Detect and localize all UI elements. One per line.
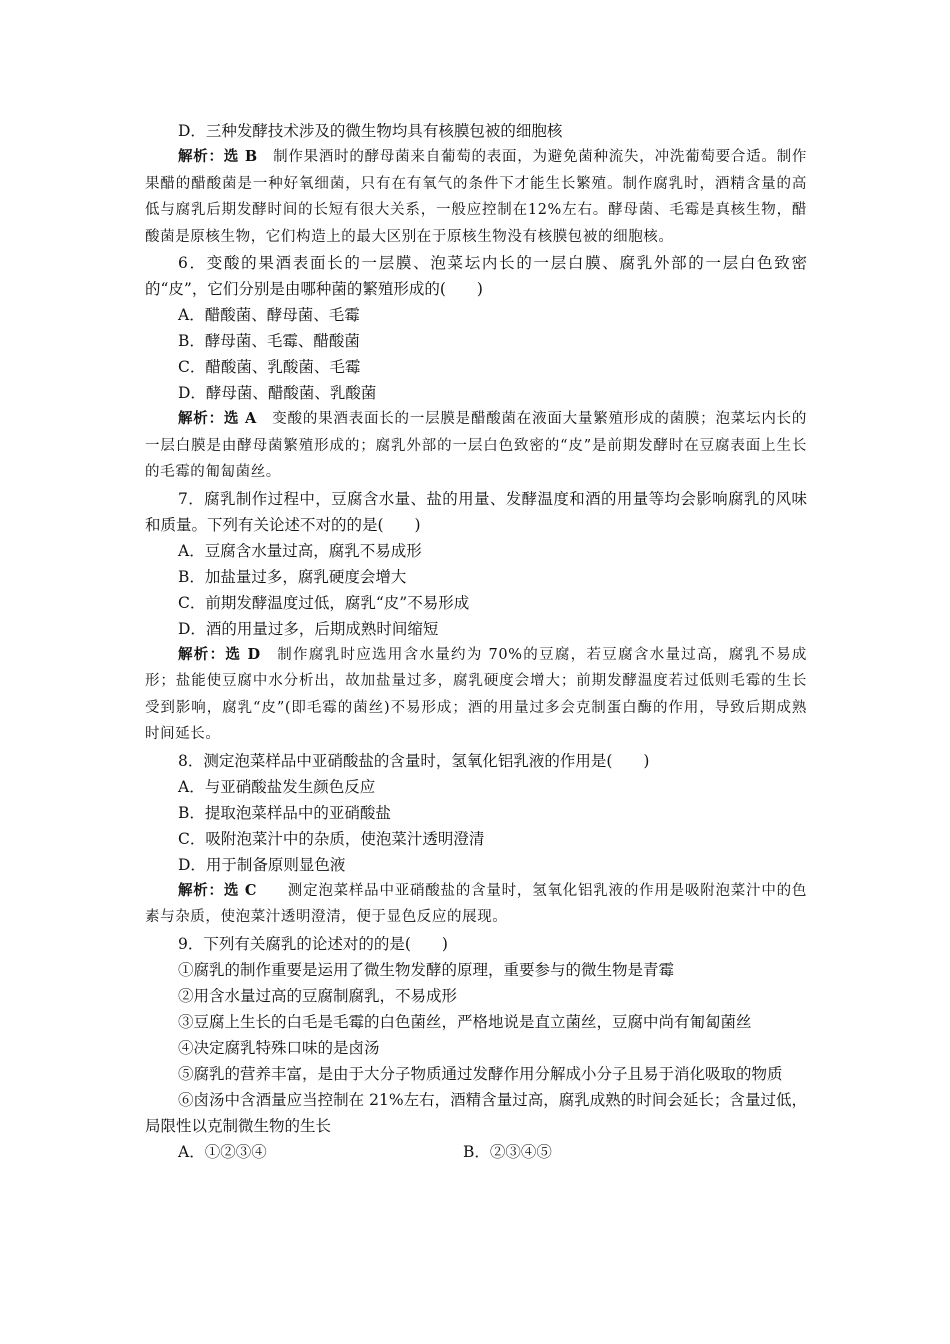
q7-option-c: C．前期发酵温度过低，腐乳“皮”不易形成 (178, 593, 470, 612)
q6-option-a: A．醋酸菌、酵母菌、毛霉 (178, 306, 360, 324)
q5-analysis-label: 解析：选 B (178, 148, 258, 165)
q9-stem: 9．下列有关腐乳的论述对的的是( ) (178, 934, 448, 953)
q9-option-a: A．①②③④ (178, 1142, 267, 1161)
q8-analysis-text: 测定泡菜样品中亚硝酸盐的含量时，氢氧化铝乳液的作用是吸附泡菜汁中的色素与杂质，使泡菜汁透明澄清，便于显色反应的展现。 (145, 882, 807, 925)
q6-option-c: C．醋酸菌、乳酸菌、毛霉 (178, 358, 361, 376)
q8-analysis (145, 878, 807, 931)
q6-stem: 6．变酸的果酒表面长的一层膜、泡菜坛内长的一层白膜、腐乳外部的一层白色致密的“皮”，它们分别是由哪种菌的繁殖形成的( ) (145, 254, 807, 298)
q8-option-d: D．用于制备原则显色液 (178, 855, 346, 874)
q5-option-d: D．三种发酵技术涉及的微生物均具有核膜包被的细胞核 (178, 122, 563, 140)
q9-statement-1: ①腐乳的制作重要是运用了微生物发酵的原理，重要参与的微生物是青霉 (178, 960, 675, 979)
q7-option-d: D．酒的用量过多，后期成熟时间缩短 (178, 619, 439, 638)
q9-option-b: B．②③④⑤ (463, 1142, 552, 1161)
q9-statement-4: ④决定腐乳特殊口味的是卤汤 (178, 1038, 380, 1057)
q5-analysis-text: 制作果酒时的酵母菌来自葡萄的表面，为避免菌种流失，冲洗葡萄要合适。制作果醋的醋酸菌是一种好氧细菌，只有在有氧气的条件下才能生长繁殖。制作腐乳时，酒精含量的高低与腐乳后期发酵时间的长短有很大关系，一般应控制在12%左右。酵母菌、毛霉是真核生物，醋酸菌是原核生物，它们构造上的最大区别在于原核生物没有核膜包被的细胞核。 (145, 149, 807, 245)
q7-analysis-text: 制作腐乳时应选用含水量约为 70%的豆腐，若豆腐含水量过高，腐乳不易成形；盐能使豆腐中水分析出，故加盐量过多，腐乳硬度会增大；前期发酵温度若过低则毛霉的生长受到影响，腐乳“皮”(即毛霉的菌丝)不易形成；酒的用量过多会克制蛋白酶的作用，导致后期成熟时间延长。 (145, 646, 807, 742)
q6-option-b: B．酵母菌、毛霉、醋酸菌 (178, 332, 360, 350)
q8-option-a: A．与亚硝酸盐发生颜色反应 (178, 777, 376, 796)
document-page (145, 118, 807, 1165)
q8-option-b: B．提取泡菜样品中的亚硝酸盐 (178, 803, 391, 822)
q9-statement-2: ②用含水量过高的豆腐制腐乳，不易成形 (178, 986, 458, 1005)
q7-stem: 7．腐乳制作过程中，豆腐含水量、盐的用量、发酵温度和酒的用量等均会影响腐乳的风味和质量。下列有关论述不对的的是( ) (145, 489, 807, 534)
q5-analysis (145, 144, 807, 250)
q9-statement-6: ⑥卤汤中含酒量应当控制在 21%左右，酒精含量过高，腐乳成熟的时间会延长；含量过低，局限性以克制微生物的生长 (145, 1090, 807, 1135)
q7-analysis-label: 解析：选 D (178, 645, 261, 663)
q6-option-d: D．酵母菌、醋酸菌、乳酸菌 (178, 384, 377, 402)
q8-stem: 8．测定泡菜样品中亚硝酸盐的含量时，氢氧化铝乳液的作用是( ) (178, 751, 650, 770)
q6-analysis-text: 变酸的果酒表面长的一层膜是醋酸菌在液面大量繁殖形成的菌膜；泡菜坛内长的一层白膜是由酵母菌繁殖形成的；腐乳外部的一层白色致密的“皮”是前期发酵时在豆腐表面上生长的毛霉的匍匐菌丝。 (145, 411, 807, 480)
q9-statement-5: ⑤腐乳的营养丰富，是由于大分子物质通过发酵作用分解成小分子且易于消化吸取的物质 (178, 1064, 783, 1083)
q9-options-row (145, 1139, 807, 1165)
q8-analysis-label: 解析：选 C (178, 881, 258, 899)
q6-analysis-label: 解析：选 A (178, 410, 257, 427)
q6-analysis (145, 406, 807, 486)
q8-option-c: C．吸附泡菜汁中的杂质，使泡菜汁透明澄清 (178, 829, 485, 848)
q9-statement-3: ③豆腐上生长的白毛是毛霉的白色菌丝，严格地说是直立菌丝，豆腐中尚有匍匐菌丝 (178, 1012, 752, 1031)
q7-analysis (145, 642, 807, 748)
q7-option-b: B．加盐量过多，腐乳硬度会增大 (178, 567, 407, 586)
q7-option-a: A．豆腐含水量过高，腐乳不易成形 (178, 541, 422, 560)
